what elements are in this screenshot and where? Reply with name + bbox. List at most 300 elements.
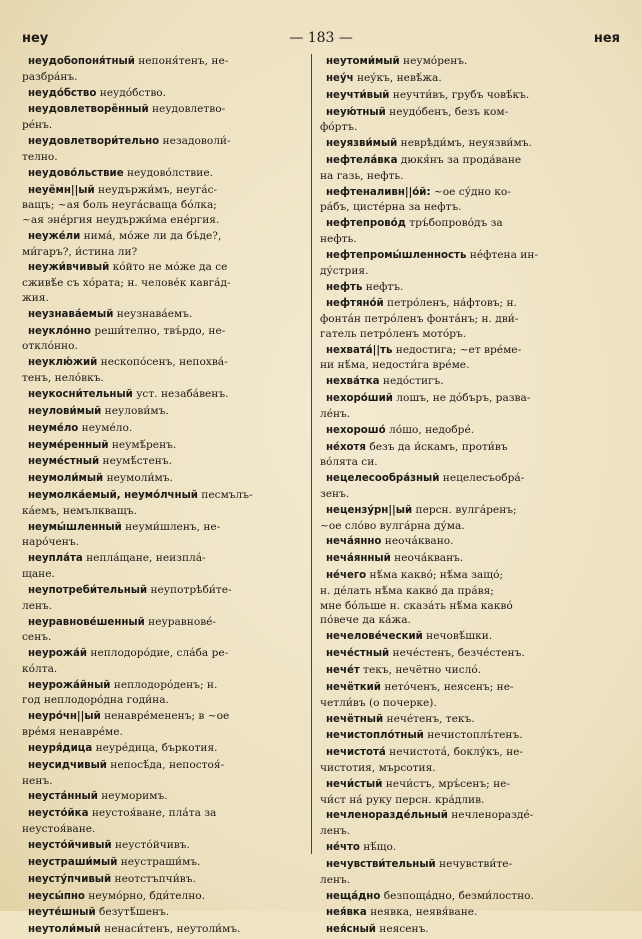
headword: неуравнове́шенный [28, 616, 145, 628]
dictionary-entry [320, 471, 616, 501]
headword: нефтепромы́шленность [326, 249, 467, 261]
headword: неуме́ренный [28, 439, 109, 451]
dictionary-entry [22, 709, 304, 739]
headword: неумолка́емый, неумо́лчный [28, 490, 198, 502]
dictionary-entry [320, 777, 616, 807]
dictionary-entry [22, 615, 304, 645]
headword: неуёмн||ый [28, 184, 95, 196]
dictionary-entry [22, 438, 304, 454]
definition-text: неулови́мъ. [101, 404, 169, 417]
dictionary-entry [320, 185, 616, 215]
definition-text: нечленоразде́- [447, 809, 534, 822]
definition-text: неустраши́мъ. [117, 855, 201, 868]
header-right-guideword: нея [593, 30, 620, 46]
entry-line [22, 615, 304, 631]
dictionary-entry [22, 678, 304, 708]
dictionary-entry [320, 248, 616, 278]
definition-text: нефтъ. [362, 280, 404, 293]
dictionary-entry [22, 488, 304, 518]
entry-continuation-line: сживѣ́е съ хо́рата; н. челове́к кавга́д- [22, 277, 231, 290]
entry-line [22, 404, 304, 420]
entry-line [320, 343, 616, 359]
entry-line [320, 712, 616, 728]
definition-text: неудържи́мъ, неуга́с- [94, 183, 218, 196]
dictionary-entry [22, 551, 304, 581]
headword: нехва́тка [326, 376, 380, 388]
definition-text: неучти́въ, грубъ човѣ́къ. [389, 88, 530, 101]
definition-text: неумо́рно, бди́телно. [84, 889, 206, 902]
entry-line [320, 136, 616, 152]
entry-line [22, 905, 304, 921]
entry-line [22, 922, 304, 938]
entry-continuation-line: откло́нно. [22, 340, 78, 353]
entry-continuation-line: ре́нъ. [22, 119, 53, 132]
dictionary-entry [22, 889, 304, 905]
definition-text: нече́тенъ, текъ. [383, 712, 475, 725]
definition-text: нѣ́ма каквó; нѣ́ма защо́; [366, 569, 504, 582]
definition-text: лошъ, не до́бъръ, разва- [392, 392, 531, 405]
dictionary-entry [320, 808, 616, 838]
definition-text: нето́ченъ, неясенъ; не- [380, 680, 514, 693]
entry-line [320, 153, 616, 169]
entry-continuation-line: жия. [22, 291, 49, 304]
definition-text: неуми́шленъ, не- [121, 520, 221, 533]
headword: неусто́йчивый [28, 839, 112, 851]
headword: нечелове́ческий [326, 631, 423, 643]
column-divider [311, 54, 312, 854]
definition-text: дюкя́нъ за прода́ване [397, 154, 522, 167]
dictionary-entry [320, 629, 616, 645]
entry-continuation-line: по́вече да ка́жа. [320, 614, 411, 627]
dictionary-entry [22, 404, 304, 420]
entry-line [22, 355, 304, 371]
dictionary-entry [320, 922, 616, 938]
definition-text: нечувстви́те- [435, 857, 513, 870]
entry-continuation-line: фонта́н петро́ленъ фонта́нъ; н. дви́- [320, 313, 519, 326]
definition-text: неотстъпчи́въ. [111, 872, 196, 885]
headword: не́что [326, 842, 360, 854]
dictionary-entry [22, 646, 304, 676]
headword: неутоли́мый [28, 924, 101, 936]
headword: неусту́пчивый [28, 873, 112, 885]
definition-text: нескопо́сенъ, непохва́- [97, 356, 228, 369]
headword: нефтепрово́д [326, 218, 406, 230]
dictionary-entry [320, 534, 616, 550]
entry-line [22, 789, 304, 805]
dictionary-entry [22, 454, 304, 470]
definition-text: недо́стигъ. [379, 375, 444, 388]
entry-line [22, 889, 304, 905]
definition-text: неудо́бенъ, безъ ком- [385, 105, 509, 118]
headword: неудобопоня́тный [28, 56, 135, 67]
entry-line [320, 471, 616, 487]
dictionary-entry [22, 471, 304, 487]
dictionary-entry [22, 741, 304, 757]
entry-line [320, 629, 616, 645]
entry-line [320, 185, 616, 201]
entry-continuation-line: фо́ртъ. [320, 121, 358, 134]
dictionary-entry [320, 343, 616, 373]
entry-line [22, 471, 304, 487]
dictionary-entry [22, 260, 304, 305]
definition-text: нима́, мо́же ли да бъ́де?, [80, 229, 222, 242]
entry-continuation-line: вре́мя ненавре́ме. [22, 726, 123, 739]
definition-text: ненавре́мененъ; в ~ое [100, 710, 230, 723]
dictionary-entry [22, 855, 304, 871]
entry-continuation-line: наро́ченъ. [22, 536, 79, 549]
headword: нечёткий [326, 681, 381, 693]
definition-text: безъ да и́скамъ, проти́въ [365, 440, 508, 453]
entry-line [22, 838, 304, 854]
definition-text: неуме́ло. [78, 421, 133, 434]
entry-continuation-line: ващъ; ~ая боль неуга́сваща бо́лка; [22, 199, 217, 212]
entry-continuation-line: ду́стрия. [320, 264, 369, 277]
left-column [22, 54, 304, 939]
entry-line [22, 678, 304, 694]
entry-continuation-line: год неплодоро́дна годи́на. [22, 694, 169, 707]
entry-continuation-line: ка́емъ, немълкващъ. [22, 504, 137, 517]
entry-line [22, 260, 304, 276]
dictionary-entry [320, 153, 616, 183]
headword: неудово́льствие [28, 167, 124, 179]
dictionary-entry [320, 646, 616, 662]
definition-text: неуморимъ. [97, 790, 168, 803]
entry-continuation-line: ненъ. [22, 774, 53, 787]
definition-text: нецелесъобра́- [439, 472, 525, 485]
entry-line [320, 248, 616, 264]
entry-continuation-line: тенъ, нело́вкъ. [22, 371, 104, 384]
entry-line [320, 105, 616, 121]
headword: нечётный [326, 713, 384, 725]
headword: неудовлетворённый [28, 104, 149, 116]
entry-line [22, 872, 304, 888]
headword: неустраши́мый [28, 856, 118, 868]
definition-text: неоча́кванъ. [390, 552, 464, 565]
definition-text: неплодоро́денъ; н. [110, 678, 218, 691]
entry-line [320, 680, 616, 696]
dictionary-entry [22, 54, 304, 84]
entry-line [22, 134, 304, 150]
headword: неучти́вый [326, 89, 390, 101]
headword: неусидчивый [28, 759, 107, 771]
headword: нече́т [326, 665, 360, 677]
headword: неуря́дица [28, 742, 93, 754]
entry-continuation-line: чи́ст на́ руку персн. кра́длив. [320, 793, 485, 806]
headword: неутоми́мый [326, 56, 400, 67]
dictionary-entry [22, 421, 304, 437]
entry-continuation-line: ле́нъ. [320, 407, 351, 420]
headword: неу́ч [326, 72, 354, 84]
dictionary-entry [22, 838, 304, 854]
definition-text: безутѣ́шенъ. [95, 906, 170, 919]
dictionary-entry [320, 857, 616, 887]
headword: неукосни́тельный [28, 388, 133, 400]
entry-continuation-line: ни нѣ́ма, недости́га вре́ме. [320, 359, 470, 372]
entry-line [320, 551, 616, 567]
right-column [320, 54, 616, 939]
dictionary-entry [320, 712, 616, 728]
headword: нечистота́ [326, 747, 386, 759]
headword: нея́вка [326, 907, 367, 919]
headword: неуте́шный [28, 907, 96, 919]
entry-line [22, 583, 304, 599]
definition-text: непла́щане, неизпла́- [82, 552, 206, 565]
dictionary-entry [22, 324, 304, 354]
definition-text: безпоща́дно, безми́лостно. [380, 889, 534, 902]
headword: неумы́шленный [28, 521, 122, 533]
entry-continuation-line: ленъ. [320, 825, 351, 838]
entry-line [22, 86, 304, 102]
headword: неукло́нно [28, 325, 92, 337]
headword: неуклю́жий [28, 357, 98, 369]
definition-text: нечистоплъ́тенъ. [423, 729, 523, 742]
entry-line [320, 663, 616, 679]
definition-text: неу́къ, невѣ́жа. [353, 71, 442, 84]
entry-continuation-line: разбра́нъ. [22, 70, 78, 83]
entry-continuation-line: во́лята си. [320, 456, 378, 469]
entry-continuation-line: гатель петро́ленъ мото́ръ. [320, 327, 467, 340]
headword: нефтеналивн||о́й: [326, 186, 431, 198]
dictionary-entry [22, 806, 304, 836]
definition-text: неуре́дица, бъркотия. [92, 741, 218, 754]
dictionary-entry [320, 905, 616, 921]
entry-line [22, 387, 304, 403]
definition-text: неумѣ́ренъ. [108, 438, 177, 451]
entry-line [320, 280, 616, 296]
entry-line [320, 534, 616, 550]
headword: неулови́мый [28, 405, 102, 417]
entry-line [320, 216, 616, 232]
entry-line [320, 922, 616, 938]
entry-line [22, 166, 304, 182]
entry-line [320, 568, 616, 584]
definition-text: нечистота́, боклу́къ, не- [385, 746, 524, 759]
dictionary-entry [320, 88, 616, 104]
definition-text: ло́шо, недобре́. [385, 423, 475, 436]
page-number: — 183 — [289, 30, 353, 46]
headword: не́чего [326, 570, 367, 582]
entry-line [22, 454, 304, 470]
entry-line [22, 307, 304, 323]
definition-text: непоня́тенъ, не- [134, 55, 229, 67]
definition-text: нечи́стъ, мръ́сенъ; не- [382, 777, 511, 790]
definition-text: ~ое су́дно ко- [430, 185, 511, 198]
entry-line [320, 440, 616, 456]
dictionary-entry [22, 520, 304, 550]
definition-text: уст. незаба́венъ. [132, 387, 229, 400]
entry-line [22, 102, 304, 118]
headword: неуста́нный [28, 791, 98, 803]
headword: неурожа́йный [28, 679, 111, 691]
definition-text: неузнава́емъ. [113, 307, 193, 320]
dictionary-entry [320, 663, 616, 679]
entry-continuation-line: щане. [22, 568, 55, 581]
entry-continuation-line: нефть. [320, 233, 357, 246]
definition-text: петро́ленъ, на́фтовъ; н. [383, 297, 517, 310]
definition-text: не́фтена ин- [466, 248, 538, 261]
dictionary-entry [320, 551, 616, 567]
headword: нея́сный [326, 924, 376, 936]
entry-continuation-line: сенъ. [22, 631, 52, 644]
headword: нечленоразде́льный [326, 810, 448, 822]
definition-text: песмълъ- [197, 489, 253, 502]
headword: неуме́стный [28, 456, 100, 468]
dictionary-entry [22, 307, 304, 323]
entry-line [320, 88, 616, 104]
headword: нефтела́вка [326, 155, 398, 167]
dictionary-entry [22, 166, 304, 182]
entry-line [22, 709, 304, 725]
entry-line [22, 520, 304, 536]
dictionary-entry [22, 183, 304, 228]
definition-text: неоча́квано. [381, 535, 454, 548]
entry-line [22, 183, 304, 199]
headword: неудо́бство [28, 87, 97, 99]
dictionary-entry [22, 387, 304, 403]
headword: неудовлетвори́тельно [28, 136, 160, 148]
entry-line [22, 324, 304, 340]
dictionary-entry [320, 374, 616, 390]
dictionary-entry [22, 229, 304, 259]
definition-text: нече́стенъ, безче́стенъ. [389, 647, 525, 660]
entry-line [320, 54, 616, 70]
definition-text: текъ, нечётно число́. [359, 664, 482, 677]
page-header [22, 28, 620, 48]
headword: не́хотя [326, 441, 366, 453]
headword: нецензу́рн||ый [326, 504, 413, 516]
headword: нечистопло́тный [326, 730, 424, 742]
dictionary-entry [320, 280, 616, 296]
definition-text: неудовлетво- [148, 103, 226, 116]
entry-continuation-line: ко́лта. [22, 662, 58, 675]
definition-text: неврѣди́мъ, неуязви́мъ. [397, 137, 532, 150]
entry-line [22, 421, 304, 437]
definition-text: персн. вулга́ренъ; [412, 503, 517, 516]
headword: нече́стный [326, 648, 390, 660]
headword: нечи́стый [326, 778, 383, 790]
headword: неща́дно [326, 890, 381, 902]
definition-text: реши́телно, твъ́рдо, не- [91, 324, 226, 337]
entry-line [320, 728, 616, 744]
headword: неуро́чн||ый [28, 711, 101, 723]
dictionary-entry [22, 134, 304, 164]
dictionary-entry [320, 889, 616, 905]
definition-text: неявка, неявя́ване. [366, 906, 478, 919]
entry-line [320, 889, 616, 905]
entry-line [22, 54, 304, 70]
entry-line [320, 808, 616, 824]
entry-line [320, 857, 616, 873]
definition-text: ненаси́тенъ, неутоли́мъ. [100, 923, 241, 936]
dictionary-entry [320, 840, 616, 856]
entry-line [22, 741, 304, 757]
headword: нехоро́ший [326, 393, 393, 405]
entry-line [22, 229, 304, 245]
dictionary-entry [320, 391, 616, 421]
entry-line [320, 905, 616, 921]
definition-text: неплодоро́дие, сла́ба ре- [87, 647, 229, 660]
dictionary-entry [320, 71, 616, 87]
headword: неусто́йка [28, 808, 89, 820]
entry-continuation-line: н. де́лать нѣ́ма какво́ да пра́вя; [320, 584, 494, 597]
headword: нефть [326, 281, 363, 293]
dictionary-entry [22, 905, 304, 921]
definition-text: неудово́лствие. [123, 166, 213, 179]
entry-line [320, 296, 616, 312]
entry-line [320, 745, 616, 761]
definition-text: неуравнове́- [144, 615, 217, 628]
dictionary-entry [320, 216, 616, 246]
headword: неумоли́мый [28, 473, 104, 485]
entry-line [320, 374, 616, 390]
entry-continuation-line: чистотия, мърсотия. [320, 762, 436, 774]
definition-text: незадоволи́- [159, 135, 231, 148]
dictionary-entry [22, 355, 304, 385]
entry-line [320, 391, 616, 407]
headword: неуязви́мый [326, 138, 398, 150]
entry-line [22, 806, 304, 822]
dictionary-entry [320, 745, 616, 775]
definition-text: неупотрѣби́те- [147, 583, 232, 596]
definition-text: неясенъ. [375, 923, 429, 936]
headword: неупотреби́тельный [28, 584, 148, 596]
dictionary-entry [22, 789, 304, 805]
headword: неупла́та [28, 553, 83, 565]
entry-line [22, 855, 304, 871]
entry-line [22, 646, 304, 662]
entry-line [22, 438, 304, 454]
definition-text: неумѣ́стенъ. [99, 455, 172, 468]
definition-text: неумо́ренъ. [399, 55, 468, 67]
headword: неую́тный [326, 106, 386, 118]
dictionary-entry [320, 423, 616, 439]
definition-text: нѣ́що. [359, 841, 397, 854]
definition-text: неудо́бство. [96, 86, 167, 99]
entry-continuation-line: ра́бъ, цисте́рна за нефтъ. [320, 201, 462, 214]
definition-text: неусто́йчивъ. [111, 838, 190, 851]
headword: неуме́ло [28, 422, 79, 434]
entry-continuation-line: ми́гаръ?, и́стина ли? [22, 245, 138, 258]
entry-line [320, 840, 616, 856]
definition-text: неустоя́ване, пла́та за [88, 807, 217, 820]
entry-continuation-line: ленъ. [320, 873, 351, 886]
definition-text: недостига; ~ет вре́ме- [392, 343, 522, 356]
entry-line [22, 488, 304, 504]
entry-continuation-line: мне бо́льше н. сказа́ть нѣ́ма какво́ [320, 599, 513, 612]
entry-line [320, 503, 616, 519]
dictionary-entry [320, 296, 616, 341]
header-left-guideword: неу [22, 30, 49, 46]
entry-line [320, 646, 616, 662]
dictionary-entry [320, 105, 616, 135]
definition-text: неумоли́мъ. [103, 472, 173, 485]
headword: нечувстви́тельный [326, 858, 436, 870]
entry-continuation-line: ~ая эне́ргия неудържи́ма ене́ргия. [22, 213, 220, 226]
entry-continuation-line: зенъ. [320, 487, 350, 500]
definition-text: тръ́бопрово́дъ за [405, 217, 503, 230]
headword: неча́янный [326, 553, 391, 565]
definition-text: непосѣ́да, непостоя́- [106, 758, 225, 771]
headword: неужи́вчивый [28, 262, 110, 274]
entry-continuation-line: телно. [22, 150, 58, 163]
definition-text: нечовѣ́шки. [422, 630, 493, 643]
entry-line [320, 71, 616, 87]
dictionary-entry [22, 758, 304, 788]
entry-continuation-line: ~ое сло́во вулга́рна ду́ма. [320, 519, 465, 532]
dictionary-entry [320, 503, 616, 533]
entry-continuation-line: на газь, нефть. [320, 169, 404, 182]
headword: нехвата́||ть [326, 344, 393, 356]
